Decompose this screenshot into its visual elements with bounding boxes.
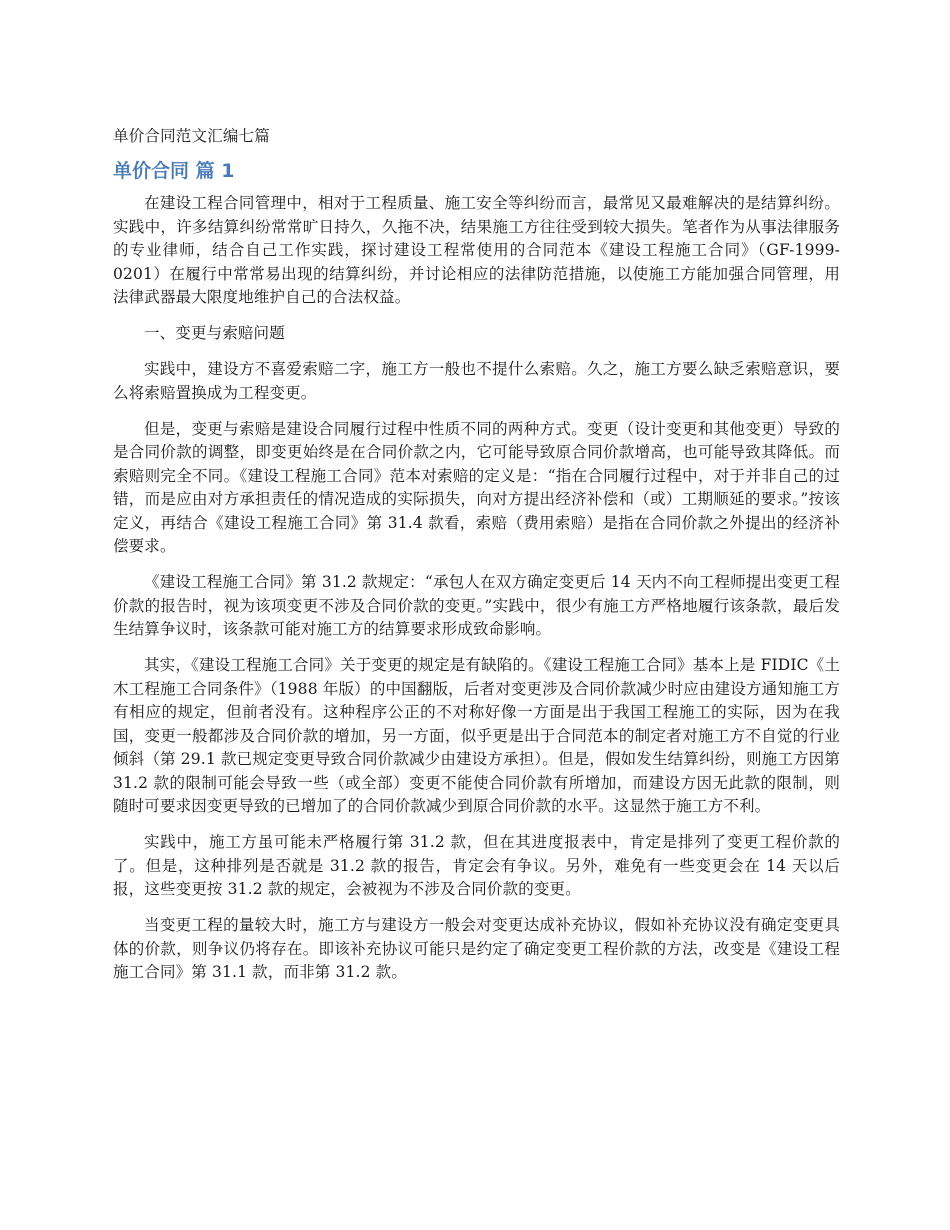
paragraph: 但是，变更与索赔是建设合同履行过程中性质不同的两种方式。变更（设计变更和其他变更）导致的是合同价款的调整，即变更始终是在合同价款之内，它可能导致原合同价款增高，也可能导致其降低。而索赔则完全不同。《建设工程施工合同》范本对索赔的定义是：“指在合同履行过程中，对于并非自己的过错，而是应由对方承担责任的情况造成的实际损失，向对方提出经济补偿和（或）工期顺延的要求。”按该定义，再结合《建设工程施工合同》第 31.4 款看，索赔（费用索赔）是指在合同价款之外提出的经济补偿要求。 xyxy=(113,419,840,555)
paragraph: 实践中，建设方不喜爱索赔二字，施工方一般也不提什么索赔。久之，施工方要么缺乏索赔意识，要么将索赔置换成为工程变更。 xyxy=(113,360,840,402)
paragraph: 实践中，施工方虽可能未严格履行第 31.2 款，但在其进度报表中，肯定是排列了变更工程价款的了。但是，这种排列是否就是 31.2 款的报告，肯定会有争议。另外，难免有一些变更会在 14 天以后报，这些变更按 31.2 款的规定，会被视为不涉及合同价款的变更。 xyxy=(113,833,840,898)
section-heading: 单价合同 篇 1 xyxy=(113,160,235,182)
paragraph: 《建设工程施工合同》第 31.2 款规定：“承包人在双方确定变更后 14 天内不向工程师提出变更工程价款的报告时，视为该项变更不涉及合同价款的变更。”实践中，很少有施工方严格地履行该条款，最后发生结算争议时，该条款可能对施工方的结算要求形成致命影响。 xyxy=(113,573,840,638)
paragraph: 当变更工程的量较大时，施工方与建设方一般会对变更达成补充协议，假如补充协议没有确定变更具体的价款，则争议仍将存在。即该补充协议可能只是约定了确定变更工程价款的方法，改变是《建设工程施工合同》第 31.1 款，而非第 31.2 款。 xyxy=(113,916,840,981)
paragraph: 其实，《建设工程施工合同》关于变更的规定是有缺陷的。《建设工程施工合同》基本上是 FIDIC《土木工程施工合同条件》（1988 年版）的中国翻版，后者对变更涉及合同价款减少时应由建设方通知施工方有相应的规定，但前者没有。这种程序公正的不对称好像一方面是出于我国工程施工的实际，因为在我国，变更一般都涉及合同价款的增加，另一方面，似乎更是出于合同范本的制定者对施工方不自觉的行业倾斜（第 29.1 款已规定变更导致合同价款减少由建设方承担）。但是，假如发生结算纠纷，则施工方因第 31.2 款的限制可能会导致一些（或全部）变更不能使合同价款有所增加，而建设方因无此款的限制，则随时可要求因变更导致的已增加了的合同价款减少到原合同价款的水平。这显然于施工方不利。 xyxy=(113,656,840,815)
subheading-variation-claims: 一、变更与索赔问题 xyxy=(144,324,285,342)
document-page xyxy=(113,124,840,997)
document-title: 单价合同范文汇编七篇 xyxy=(113,127,271,145)
paragraph-intro: 在建设工程合同管理中，相对于工程质量、施工安全等纠纷而言，最常见又最难解决的是结算纠纷。实践中，许多结算纠纷常常旷日持久，久拖不决，结果施工方往往受到较大损失。笔者作为从事法律服务的专业律师，结合自己工作实践，探讨建设工程常使用的合同范本《建设工程施工合同》（GF-1999-0201）在履行中常常易出现的结算纠纷，并讨论相应的法律防范措施，以使施工方能加强合同管理，用法律武器最大限度地维护自己的合法权益。 xyxy=(113,194,840,306)
